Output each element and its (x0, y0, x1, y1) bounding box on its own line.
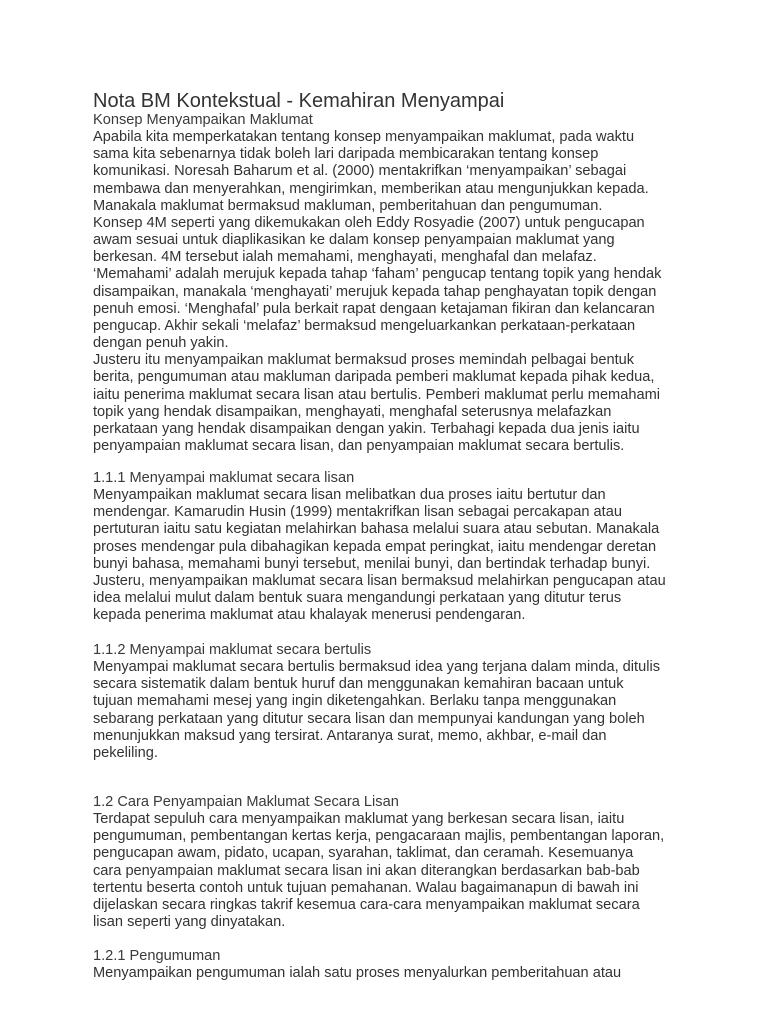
paragraph-line: Justeru, menyampaikan maklumat secara lisan bermaksud melahirkan pengucapan atau (93, 572, 666, 589)
paragraph-line: Konsep 4M seperti yang dikemukakan oleh Eddy Rosyadie (2007) untuk pengucapan (93, 214, 645, 231)
paragraph-line: topik yang hendak disampaikan, menghayati, menghafal seterusnya melafazkan (93, 403, 612, 420)
paragraph-line: pengumuman, pembentangan kertas kerja, pengacaraan majlis, pembentangan laporan, (93, 828, 665, 845)
paragraph-line: dengan penuh yakin. (93, 335, 229, 352)
paragraph-line: disampaikan, manakala ‘menghayati’ merujuk kepada tahap penghayatan topik dengan (93, 283, 657, 300)
section-heading: Konsep Menyampaikan Maklumat (93, 112, 313, 128)
paragraph-line: Terdapat sepuluh cara menyampaikan maklumat yang berkesan secara lisan, iaitu (93, 811, 625, 828)
paragraph-line: lisan seperti yang dinyatakan. (93, 914, 286, 931)
paragraph-line: idea melalui mulut dalam bentuk suara mengandungi perkataan yang ditutur terus (93, 590, 622, 607)
paragraph-line: pekeliling. (93, 744, 158, 761)
paragraph-line: tertentu beserta contoh untuk tujuan pemahanan. Walau bagaimanapun di bawah ini (93, 879, 639, 896)
paragraph-line: perkataan yang hendak disampaikan dengan yakin. Terbahagi kepada dua jenis iaitu (93, 420, 640, 437)
document-title: Nota BM Kontekstual - Kemahiran Menyampai (93, 90, 505, 112)
section-1-1-2 (93, 642, 660, 762)
paragraph-line: cara penyampaian maklumat secara lisan ini akan diterangkan berdasarkan bab-bab (93, 862, 640, 879)
section-konsep (93, 112, 661, 455)
section-heading: 1.1.2 Menyampai maklumat secara bertulis (93, 642, 372, 658)
paragraph-line: pengucap. Akhir sekali ‘melafaz’ bermaksud mengeluarkankan perkataan-perkataan (93, 317, 636, 334)
paragraph-line: kepada penerima maklumat atau khalayak menerusi pendengaran. (93, 607, 526, 624)
paragraph-line: komunikasi. Noresah Baharum et al. (2000) mentakrifkan ‘menyampaikan’ sebagai (93, 163, 627, 180)
section-heading: 1.1.1 Menyampai maklumat secara lisan (93, 470, 355, 486)
paragraph-line: pertuturan iaitu satu kegiatan melahirkan bahasa melalui suara atau sebutan. Manakala (93, 521, 660, 538)
paragraph-line: Manakala maklumat bermaksud makluman, pemberitahuan dan pengumuman. (93, 197, 603, 214)
paragraph-line: penyampaian maklumat secara lisan, dan penyampaian maklumat secara bertulis. (93, 437, 625, 454)
paragraph-line: berita, pengumuman atau makluman daripada pemberi maklumat kepada pihak kedua, (93, 369, 655, 386)
paragraph-line: membawa dan menyerahkan, mengirimkan, memberikan atau mengunjukkan kepada. (93, 180, 649, 197)
paragraph-line: secara sistematik dalam bentuk huruf dan menggunakan kemahiran bacaan untuk (93, 676, 624, 693)
section-1-2-1 (93, 948, 621, 982)
paragraph-line: iaitu penerima maklumat secara lisan atau bertulis. Pemberi maklumat perlu memahami (93, 386, 660, 403)
paragraph-line: proses mendengar pula dibahagikan kepada empat peringkat, iaitu mendengar deretan (93, 538, 657, 555)
section-1-1-1 (93, 470, 666, 624)
paragraph-line: awam sesuai untuk diaplikasikan ke dalam konsep penyampaian maklumat yang (93, 232, 615, 249)
paragraph-line: Apabila kita memperkatakan tentang konsep menyampaikan maklumat, pada waktu (93, 129, 635, 146)
paragraph-line: mendengar. Kamarudin Husin (1999) mentakrifkan lisan sebagai percakapan atau (93, 504, 622, 521)
section-1-2 (93, 794, 664, 931)
paragraph-line: Menyampaikan pengumuman ialah satu proses menyalurkan pemberitahuan atau (93, 965, 622, 982)
paragraph-line: tujuan memahami mesej yang ingin diketengahkan. Berlaku tanpa menggunakan (93, 693, 617, 710)
paragraph-line: penuh emosi. ‘Menghafal’ pula berkait rapat dengaan ketajaman fikiran dan kelancaran (93, 300, 655, 317)
section-heading: 1.2.1 Pengumuman (93, 948, 221, 964)
paragraph-line: Menyampaikan maklumat secara lisan melibatkan dua proses iaitu bertutur dan (93, 487, 606, 504)
paragraph-line: pengucapan awam, pidato, ucapan, syarahan, taklimat, dan ceramah. Kesemuanya (93, 845, 634, 862)
paragraph-line: ‘Memahami’ adalah merujuk kepada tahap ‘faham’ pengucap tentang topik yang hendak (93, 266, 662, 283)
paragraph-line: sama kita sebenarnya tidak boleh lari daripada membicarakan tentang konsep (93, 146, 599, 163)
paragraph-line: sebarang perkataan yang ditutur secara lisan dan mempunyai kandungan yang boleh (93, 710, 645, 727)
paragraph-line: Justeru itu menyampaikan maklumat bermaksud proses memindah pelbagai bentuk (93, 352, 635, 369)
paragraph-line: bunyi bahasa, memahami bunyi tersebut, menilai bunyi, dan bertindak terhadap bunyi. (93, 555, 651, 572)
section-heading: 1.2 Cara Penyampaian Maklumat Secara Lisan (93, 794, 399, 810)
paragraph-line: berkesan. 4M tersebut ialah memahami, menghayati, menghafal dan melafaz. (93, 249, 597, 266)
paragraph-line: Menyampai maklumat secara bertulis bermaksud idea yang terjana dalam minda, ditulis (93, 659, 660, 676)
paragraph-line: menunjukkan maksud yang tersirat. Antaranya surat, memo, akhbar, e-mail dan (93, 727, 607, 744)
paragraph-line: dijelaskan secara ringkas takrif kesemua cara-cara menyampaikan maklumat secara (93, 896, 640, 913)
